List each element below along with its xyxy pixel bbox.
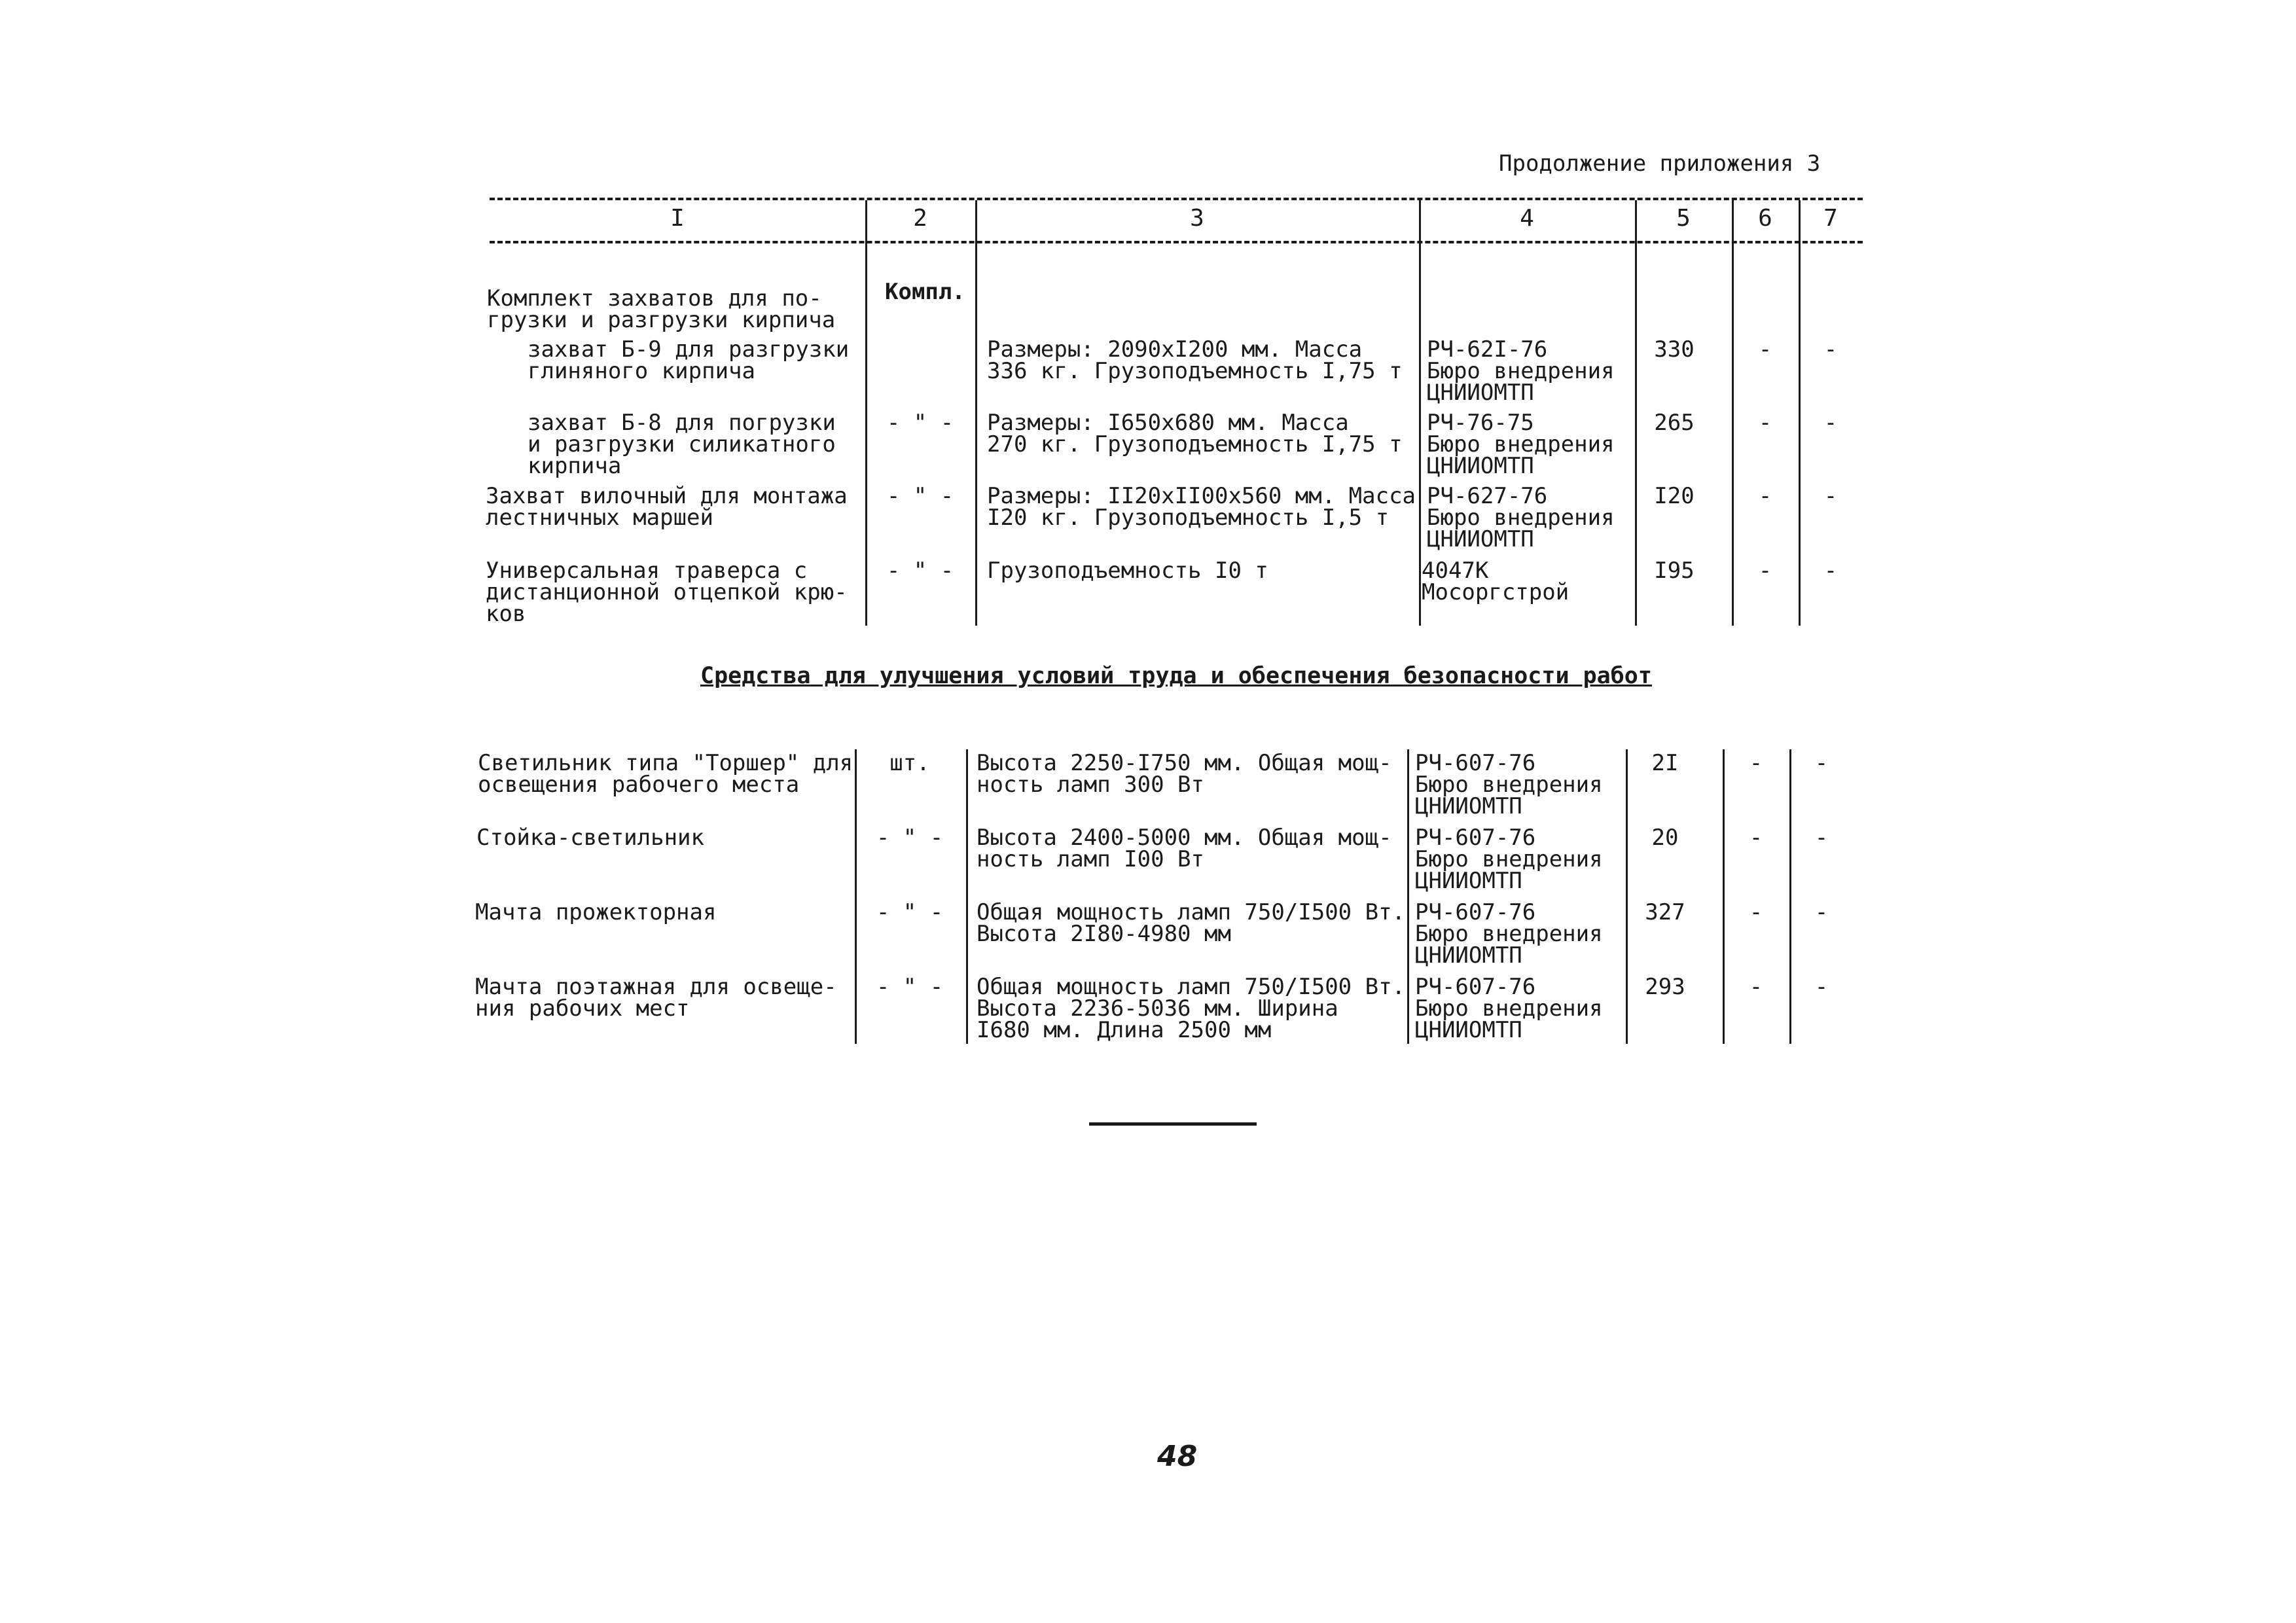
table-row-col7: -: [1814, 899, 1829, 925]
table-row-col7: -: [1814, 974, 1829, 1000]
table-row-spec: Высота 2400-5000 мм. Общая мощ- ность ламп I00 Вт: [977, 825, 1392, 872]
section-title: Средства для улучшения условий труда и обеспечения безопасности работ: [700, 663, 1652, 689]
table-row-reference: 4047К Мосоргстрой: [1422, 558, 1570, 605]
table-row-count: 265: [1654, 410, 1695, 436]
table-row-reference: РЧ-627-76 Бюро внедрения ЦНИИОМТП: [1427, 483, 1615, 552]
table-row-col7: -: [1823, 558, 1838, 584]
column-header-2: 2: [913, 205, 927, 232]
table-row-count: 2I: [1651, 750, 1679, 776]
table-row-unit: - " -: [876, 974, 944, 1000]
table-row-col6: -: [1758, 558, 1772, 584]
table-row-count: 293: [1645, 974, 1685, 1000]
page-number: 48: [1157, 1440, 1198, 1473]
table-row-col6: -: [1749, 974, 1763, 1000]
col-divider: [966, 749, 968, 1044]
table-row-name: захват Б-8 для погрузки и разгрузки силикатного кирпича: [528, 410, 836, 479]
table-row-unit: - " -: [876, 899, 944, 925]
table-row-col6: -: [1758, 410, 1772, 436]
column-header-1: I: [670, 205, 685, 232]
table-row-name: Универсальная траверса с дистанционной отцепкой крю- ков: [486, 558, 848, 627]
table-row-count: 20: [1651, 825, 1679, 851]
table-row-spec: Размеры: II20хII00х560 мм. Масса I20 кг. Грузоподъемность I,5 т: [987, 483, 1416, 531]
table-row-name: Стойка-светильник: [476, 825, 704, 851]
table-row-col7: -: [1823, 483, 1838, 509]
table-row-col6: -: [1749, 825, 1763, 851]
column-header-3: 3: [1190, 205, 1204, 232]
table-row-name: Захват вилочный для монтажа лестничных маршей: [486, 483, 848, 531]
table-row-name: Комплект захватов для по- грузки и разгрузки кирпича: [487, 285, 836, 333]
table-row-unit: - " -: [876, 825, 944, 851]
table-row-reference: РЧ-607-76 Бюро внедрения ЦНИИОМТП: [1415, 899, 1603, 969]
table-row-reference: РЧ-76-75 Бюро внедрения ЦНИИОМТП: [1427, 410, 1615, 479]
page-divider: [1089, 1122, 1257, 1126]
table-row-count: 327: [1645, 899, 1685, 925]
table-row-spec: Высота 2250-I750 мм. Общая мощ- ность ламп 300 Вт: [977, 750, 1392, 798]
table-row-spec: Грузоподъемность I0 т: [987, 558, 1268, 584]
table-row-unit: шт.: [889, 750, 930, 776]
table-row-spec: Размеры: 2090хI200 мм. Масса 336 кг. Грузоподъемность I,75 т: [987, 336, 1403, 384]
table-row-unit: Компл.: [885, 279, 965, 305]
table-row-col7: -: [1814, 825, 1829, 851]
col-divider: [855, 749, 857, 1044]
table-row-unit: - " -: [886, 558, 954, 584]
table-row-spec: Общая мощность ламп 750/I500 Вт. Высота 2I80-4980 мм: [977, 899, 1406, 947]
column-header-7: 7: [1823, 205, 1838, 232]
table-row-name: Мачта прожекторная: [475, 899, 717, 925]
table-row-col6: -: [1749, 899, 1763, 925]
table-row-col6: -: [1749, 750, 1763, 776]
table-row-col7: -: [1823, 410, 1838, 436]
col-divider: [1789, 749, 1791, 1044]
table-row-col6: -: [1758, 483, 1772, 509]
table-row-name: Мачта поэтажная для освеще- ния рабочих мест: [475, 974, 837, 1022]
table-row-col7: -: [1814, 750, 1829, 776]
table-row-unit: - " -: [886, 483, 954, 509]
table-row-spec: Общая мощность ламп 750/I500 Вт. Высота 2236-5036 мм. Ширина I680 мм. Длина 2500 мм: [977, 974, 1406, 1043]
table-row-reference: РЧ-607-76 Бюро внедрения ЦНИИОМТП: [1415, 750, 1603, 819]
table-row-unit: - " -: [886, 410, 954, 436]
table-row-count: I20: [1654, 483, 1695, 509]
page-header: Продолжение приложения 3: [1499, 151, 1821, 177]
column-header-5: 5: [1676, 205, 1691, 232]
table-row-reference: РЧ-62I-76 Бюро внедрения ЦНИИОМТП: [1427, 336, 1615, 406]
table-row-name: Светильник типа "Торшер" для освещения рабочего места: [478, 750, 853, 798]
table-row-reference: РЧ-607-76 Бюро внедрения ЦНИИОМТП: [1415, 974, 1603, 1043]
table-row-spec: Размеры: I650х680 мм. Масса 270 кг. Грузоподъемность I,75 т: [987, 410, 1403, 457]
table-row-reference: РЧ-607-76 Бюро внедрения ЦНИИОМТП: [1415, 825, 1603, 894]
col-divider: [1407, 749, 1409, 1044]
table-row-count: I95: [1654, 558, 1695, 584]
table-row-count: 330: [1654, 336, 1695, 363]
table-row-col6: -: [1758, 336, 1772, 363]
col-divider: [1723, 749, 1725, 1044]
col-divider: [1626, 749, 1628, 1044]
table-row-col7: -: [1823, 336, 1838, 363]
column-header-4: 4: [1520, 205, 1534, 232]
column-header-6: 6: [1758, 205, 1772, 232]
table-row-name: захват Б-9 для разгрузки глиняного кирпича: [528, 336, 850, 384]
